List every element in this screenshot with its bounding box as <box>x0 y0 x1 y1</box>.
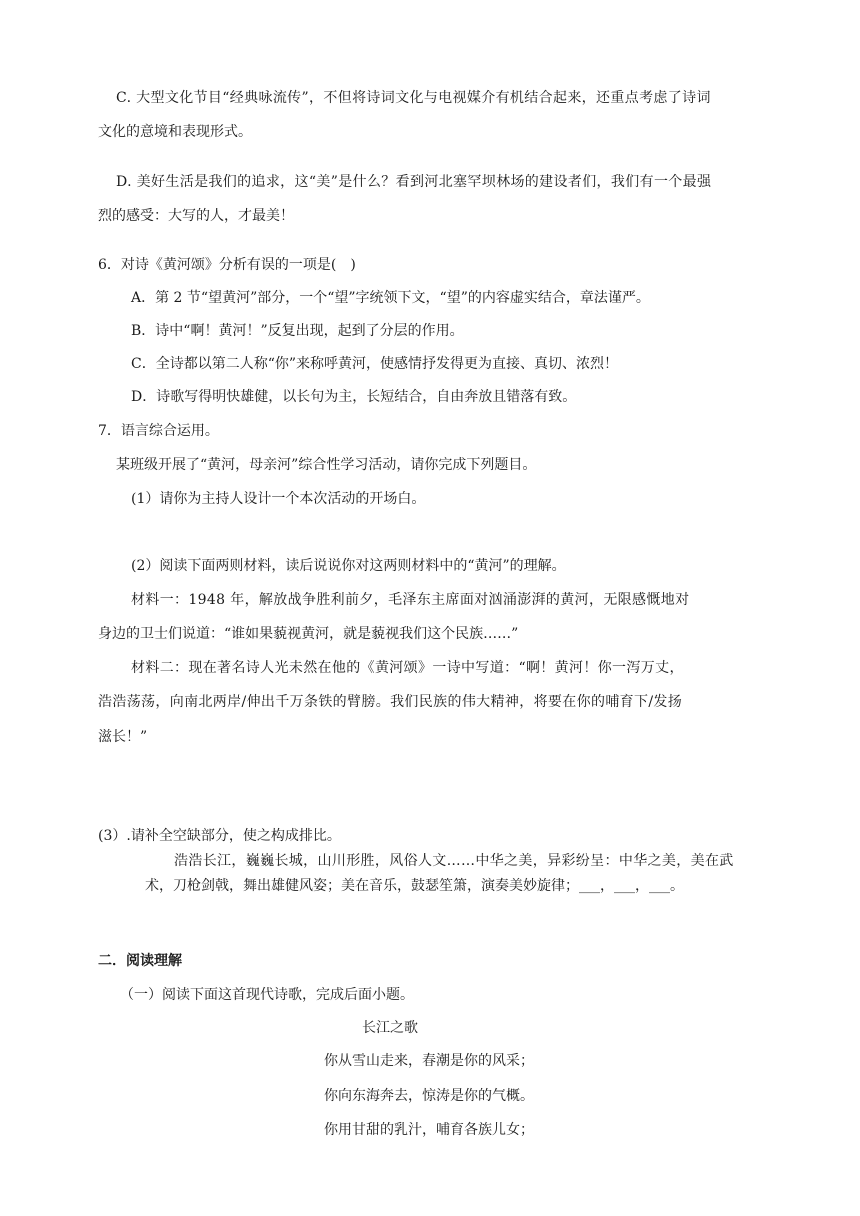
poem-line-1: 你从雪山走来，春潮是你的风采； <box>324 1053 534 1069</box>
poem-line-2: 你向东海奔去，惊涛是你的气概。 <box>324 1088 534 1104</box>
q7-material2-line3: 滋长！” <box>98 729 148 745</box>
q5-option-c-line2: 文化的意境和表现形式。 <box>98 124 252 140</box>
q7-material1-line2: 身边的卫士们说道：“谁如果藐视黄河，就是藐视我们这个民族……” <box>98 626 519 642</box>
q7-material2-line2: 浩浩荡荡，向南北两岸/伸出千万条铁的臂膀。我们民族的伟大精神，将要在你的哺育下/发扬 <box>98 694 683 710</box>
q7-material2-line1: 材料二：现在著名诗人光未然在他的《黄河颂》一诗中写道：“啊！黄河！你一泻万丈， <box>131 660 684 676</box>
q6-stem: 6．对诗《黄河颂》分析有误的一项是( ) <box>98 257 356 273</box>
q6-option-c: C．全诗都以第二人称“你”来称呼黄河，使感情抒发得更为直接、真切、浓烈！ <box>131 356 619 372</box>
poem-title: 长江之歌 <box>362 1020 418 1036</box>
q7-part3-line1: 浩浩长江，巍巍长城，山川形胜，风俗人文……中华之美，异彩纷呈：中华之美，美在武 <box>174 853 734 869</box>
q6-option-a: A．第 2 节“望黄河”部分，一个“望”字统领下文，“望”的内容虚实结合，章法谨严。 <box>131 290 650 306</box>
section2-heading: 二．阅读理解 <box>98 953 182 969</box>
section2-instruction: （一）阅读下面这首现代诗歌，完成后面小题。 <box>120 987 414 1003</box>
q7-part3: (3）.请补全空缺部分，使之构成排比。 <box>98 828 341 844</box>
q7-part1: (1）请你为主持人设计一个本次活动的开场白。 <box>131 491 426 507</box>
q5-option-d-line2: 烈的感受：大写的人，才最美！ <box>98 208 294 224</box>
q5-option-d-line1: D. 美好生活是我们的追求，这“美”是什么？看到河北塞罕坝林场的建设者们，我们有一个最强 <box>116 174 712 190</box>
q6-option-d: D．诗歌写得明快雄健，以长句为主，长短结合，自由奔放且错落有致。 <box>131 389 577 405</box>
q7-stem: 7．语言综合运用。 <box>98 423 219 439</box>
q5-option-c-line1: C. 大型文化节目“经典咏流传”，不但将诗词文化与电视媒介有机结合起来，还重点考虑了诗词 <box>116 90 711 106</box>
q6-option-b: B．诗中“啊！黄河！”反复出现，起到了分层的作用。 <box>131 323 464 339</box>
q7-part3-line2: 术，刀枪剑戟，舞出雄健风姿；美在音乐，鼓瑟笙箫，演奏美妙旋律；___，___，___。 <box>145 878 684 894</box>
q7-part2: (2）阅读下面两则材料，读后说说你对这两则材料中的“黄河”的理解。 <box>131 558 566 574</box>
q7-material1-line1: 材料一：1948 年，解放战争胜利前夕，毛泽东主席面对汹涌澎湃的黄河，无限感慨地对 <box>131 592 690 608</box>
poem-line-3: 你用甘甜的乳汁，哺育各族儿女； <box>324 1122 534 1138</box>
q7-intro: 某班级开展了“黄河，母亲河”综合性学习活动，请你完成下列题目。 <box>116 457 537 473</box>
